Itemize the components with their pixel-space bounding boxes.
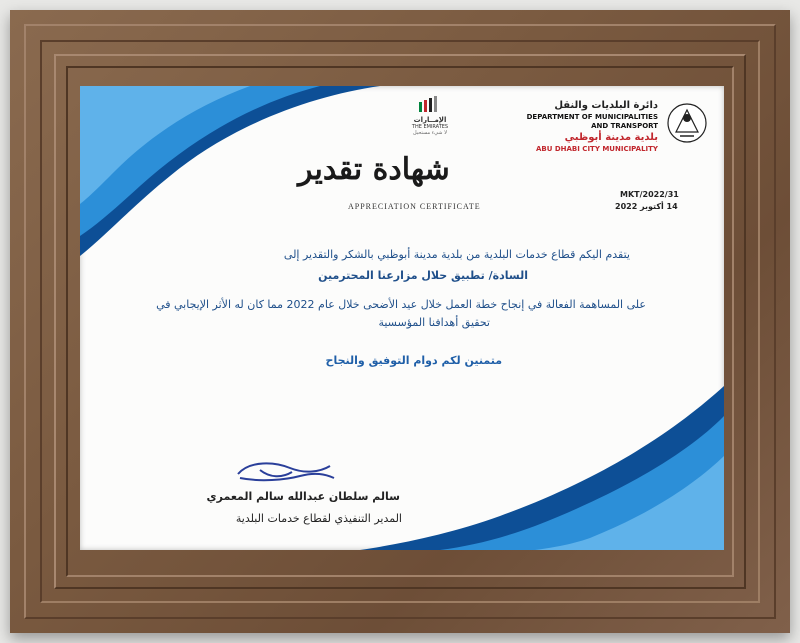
handwritten-signature: [230, 452, 340, 492]
certificate-date: 14 أكتوبر 2022: [615, 202, 678, 211]
body-line-reason: على المساهمة الفعالة في إنجاح خطة العمل خلال عيد الأضحى خلال عام 2022 مما كان له الأثر الإيجابي في: [156, 298, 646, 311]
emirates-name-en: THE EMIRATES: [411, 124, 449, 130]
emirates-logo: [400, 96, 460, 136]
department-name-en: DEPARTMENT OF MUNICIPALITIES: [526, 113, 658, 121]
certificate-title: شهادة تقدير: [298, 152, 450, 187]
body-line-wishes: متمنين لكم دوام التوفيق والنجاح: [325, 354, 502, 367]
signatory-title: المدير التنفيذي لقطاع خدمات البلدية: [235, 512, 402, 525]
municipality-name-en: ABU DHABI CITY MUNICIPALITY: [535, 145, 658, 153]
emirates-tagline: لا شيء مستحيل: [413, 130, 447, 136]
certificate-paper: [80, 86, 724, 550]
municipality-name-ar: بلدية مدينة أبوظبي: [564, 132, 658, 143]
body-line-reason-cont: تحقيق أهدافنا المؤسسية: [378, 316, 490, 329]
body-line-intro: يتقدم اليكم قطاع خدمات البلدية من بلدية مدينة أبوظبي بالشكر والتقدير إلى: [283, 248, 630, 261]
reference-number: MKT/2022/31: [620, 190, 679, 199]
department-name-ar: دائرة البلديات والنقل: [554, 100, 658, 111]
emirates-name-ar: الإمــارات: [413, 116, 447, 124]
body-line-recipient: السادة/ تطبيق حلال مزارعنا المحترمين: [318, 269, 528, 282]
certificate-subtitle: APPRECIATION CERTIFICATE: [348, 202, 481, 211]
signatory-name: سالم سلطان عبدالله سالم المعمري: [206, 490, 400, 503]
department-name-en-2: AND TRANSPORT: [591, 122, 658, 130]
department-emblem: [668, 104, 706, 142]
